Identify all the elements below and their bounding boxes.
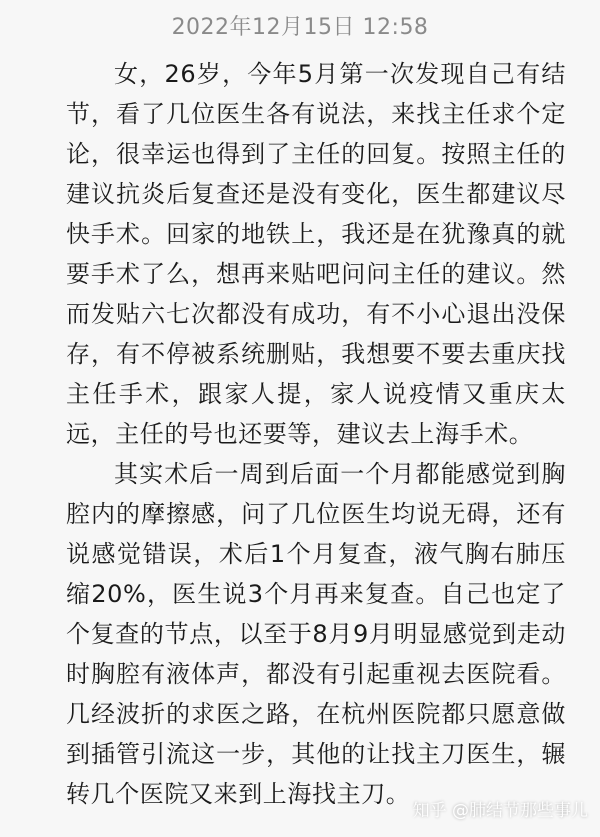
post-paragraph-2: 其实术后一周到后面一个月都能感觉到胸腔内的摩擦感，问了几位医生均说无碍，还有说感觉错误，术后1个月复查，液气胸右肺压缩20%，医生说3个月再来复查。自己也定了个复查的节点，以至于8月9月明显感觉到走动时胸腔有液体声，都没有引起重视去医院看。几经波折的求医之路，在杭州医院都只愿意做到插管引流这一步，其他的让找主刀医生，辗转几个医院又来到上海找主刀。 — [66, 460, 566, 808]
message-timestamp: 2022年12月15日 12:58 — [171, 15, 429, 40]
post-paragraph-1: 女，26岁，今年5月第一次发现自己有结节，看了几位医生各有说法，来找主任求个定论，很幸运也得到了主任的回复。按照主任的建议抗炎后复查还是没有变化，医生都建议尽快手术。回家的地铁上，我还是在犹豫真的就要手术了么，想再来贴吧问问主任的建议。然而发贴六七次都没有成功，有不小心退出没保存，有不停被系统删贴，我想要不要去重庆找主任手术，跟家人提，家人说疫情又重庆太远，主任的号也还要等，建议去上海手术。 — [66, 60, 566, 448]
post-body — [66, 54, 566, 814]
zhihu-watermark — [413, 796, 588, 821]
watermark-text: 知乎 @肺结节那些事儿 — [412, 801, 588, 821]
